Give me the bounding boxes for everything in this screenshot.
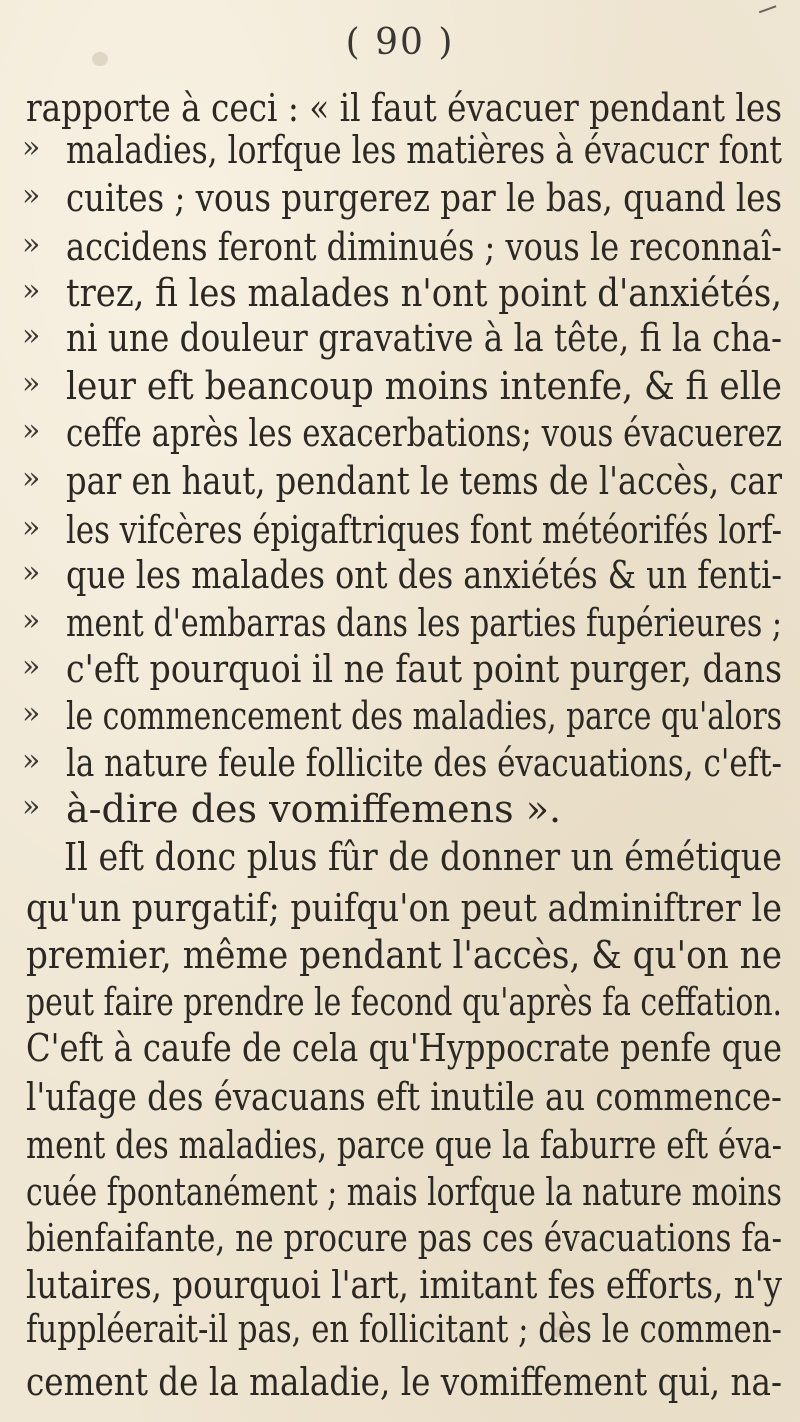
quote-mark: »: [22, 461, 41, 496]
quote-mark: »: [22, 603, 41, 638]
line-text: cement de la maladie, le vomiffement qui, na-: [26, 1360, 782, 1404]
line-text: que les malades ont des anxiétés & un fenti-: [66, 553, 783, 597]
line-text: trez, fi les malades n'ont point d'anxiétés,: [66, 271, 782, 315]
line-text: l'ufage des évacuans eft inutile au commence-: [26, 1075, 782, 1119]
line-text: maladies, lorfque les matières à évacucr font: [66, 128, 782, 172]
quote-mark: »: [22, 366, 41, 401]
quote-mark: »: [22, 555, 41, 590]
line-text: ceffe après les exacerbations; vous évacuerez: [66, 411, 783, 455]
line-text: ment des maladies, parce que la faburre eft éva-: [26, 1123, 783, 1167]
line-text: à-dire des vomiffemens ».: [66, 787, 562, 831]
line-text: c'eft pourquoi il ne faut point purger, dans: [66, 647, 783, 691]
line-text: lutaires, pourquoi l'art, imitant fes efforts, n'y: [26, 1263, 782, 1307]
line-text: accidens feront diminués ; vous le reconnaî-: [66, 225, 783, 269]
text-line: [0, 1020, 800, 1076]
quote-mark: »: [22, 510, 41, 545]
line-text: le commencement des maladies, parce qu'alors: [66, 694, 782, 738]
text-line: [0, 829, 800, 885]
quote-mark: »: [22, 413, 41, 448]
line-text: premier, même pendant l'accès, & qu'on ne: [26, 933, 783, 977]
page-number: ( 90 ): [345, 22, 455, 63]
line-text: par en haut, pendant le tems de l'accès, car: [66, 459, 783, 503]
quote-mark: »: [22, 227, 41, 262]
quote-mark: »: [22, 130, 41, 165]
line-text: leur eft beancoup moins intenfe, & fi elle: [66, 364, 783, 408]
line-text: fuppléerait-il pas, en follicitant ; dès le commen-: [26, 1307, 782, 1351]
text-line: [0, 453, 800, 509]
quote-mark: »: [22, 273, 41, 308]
text-line: [0, 170, 800, 226]
quote-mark: »: [22, 318, 41, 353]
line-text: C'eft à caufe de cela qu'Hyppocrate penfe que: [26, 1026, 782, 1070]
line-text: ment d'embarras dans les parties fupérieures ;: [66, 601, 783, 645]
line-text: cuites ; vous purgerez par le bas, quand les: [66, 176, 783, 220]
line-text: cuée fpontanément ; mais lorfque la nature moins: [26, 1170, 782, 1214]
line-text: les vifcères épigaftriques font météorifés lorf-: [66, 508, 782, 552]
line-text: ni une douleur gravative à la tête, fi la cha-: [66, 316, 783, 360]
line-text: peut faire prendre le fecond qu'après fa ceffation.: [26, 980, 783, 1024]
line-text: rapporte à ceci : « il faut évacuer pendant les: [26, 86, 782, 130]
text-line: [0, 1301, 800, 1357]
quote-mark: »: [22, 789, 41, 824]
line-text: la nature feule follicite des évacuations, c'eft-: [66, 741, 782, 785]
line-text: qu'un purgatif; puifqu'on peut adminiftrer le: [26, 886, 783, 930]
quote-mark: »: [22, 743, 41, 778]
text-line: [0, 1354, 800, 1410]
line-text: Il eft donc plus fûr de donner un émétique: [64, 835, 782, 879]
quote-mark: »: [22, 178, 41, 213]
quote-mark: »: [22, 696, 41, 731]
quote-mark: »: [22, 649, 41, 684]
line-text: bienfaifante, ne procure pas ces évacuations fa-: [26, 1216, 782, 1260]
page-corner-mark: [759, 5, 779, 21]
